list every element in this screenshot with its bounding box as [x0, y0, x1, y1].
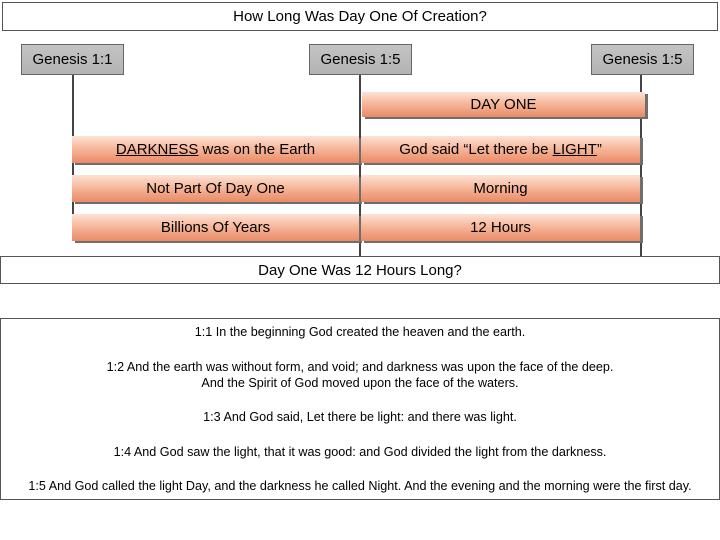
verse-line: 1:2 And the earth was without form, and void; and darkness was upon the face of the deep.	[106, 360, 614, 374]
question-box	[0, 256, 720, 284]
twelve-hours-label: 12 Hours	[470, 219, 531, 236]
verse-line: And the Spirit of God moved upon the face of the waters.	[201, 376, 519, 390]
not-part-bar	[72, 175, 359, 202]
page-title	[2, 2, 718, 31]
verse-line: 1:4 And God saw the light, that it was good: and God divided the light from the darkness.	[113, 445, 607, 459]
twelve-hours-bar	[361, 214, 640, 241]
darkness-underlined-word: DARKNESS	[115, 141, 199, 158]
verse-1-2	[1, 359, 719, 391]
billions-bar	[72, 214, 359, 241]
verse-line: 1:3 And God said, Let there be light: and there was light.	[203, 410, 517, 424]
light-underlined-word: LIGHT	[552, 141, 597, 158]
darkness-label	[116, 141, 315, 158]
genesis-tag-left-label: Genesis 1:1	[32, 51, 113, 68]
darkness-rest-text: was on the Earth	[198, 141, 316, 158]
not-part-label: Not Part Of Day One	[146, 180, 285, 197]
genesis-tag-right	[591, 44, 694, 75]
morning-bar	[361, 175, 640, 202]
genesis-tag-middle	[309, 44, 412, 75]
verse-line: 1:5 And God called the light Day, and the darkness he called Night. And the evening and the morning were the first day.	[28, 479, 692, 493]
day-one-bar	[362, 92, 645, 117]
verse-1-4	[1, 444, 719, 460]
morning-label: Morning	[473, 180, 528, 197]
genesis-tag-left	[21, 44, 124, 75]
verse-1-5	[1, 478, 719, 494]
billions-label: Billions Of Years	[160, 219, 271, 236]
question-text: Day One Was 12 Hours Long?	[258, 261, 462, 279]
light-label	[399, 141, 602, 158]
genesis-tag-right-label: Genesis 1:5	[602, 51, 683, 68]
verse-line: 1:1 In the beginning God created the heaven and the earth.	[194, 325, 526, 339]
day-one-label: DAY ONE	[470, 96, 537, 113]
darkness-bar	[72, 136, 359, 163]
verse-1-1	[1, 324, 719, 340]
light-post-text: ”	[596, 141, 602, 158]
page-title-text: How Long Was Day One Of Creation?	[233, 8, 487, 25]
verses-box	[0, 318, 720, 500]
genesis-tag-middle-label: Genesis 1:5	[320, 51, 401, 68]
light-bar	[361, 136, 640, 163]
light-pre-text: God said “Let there be	[399, 141, 553, 158]
verse-1-3	[1, 409, 719, 425]
